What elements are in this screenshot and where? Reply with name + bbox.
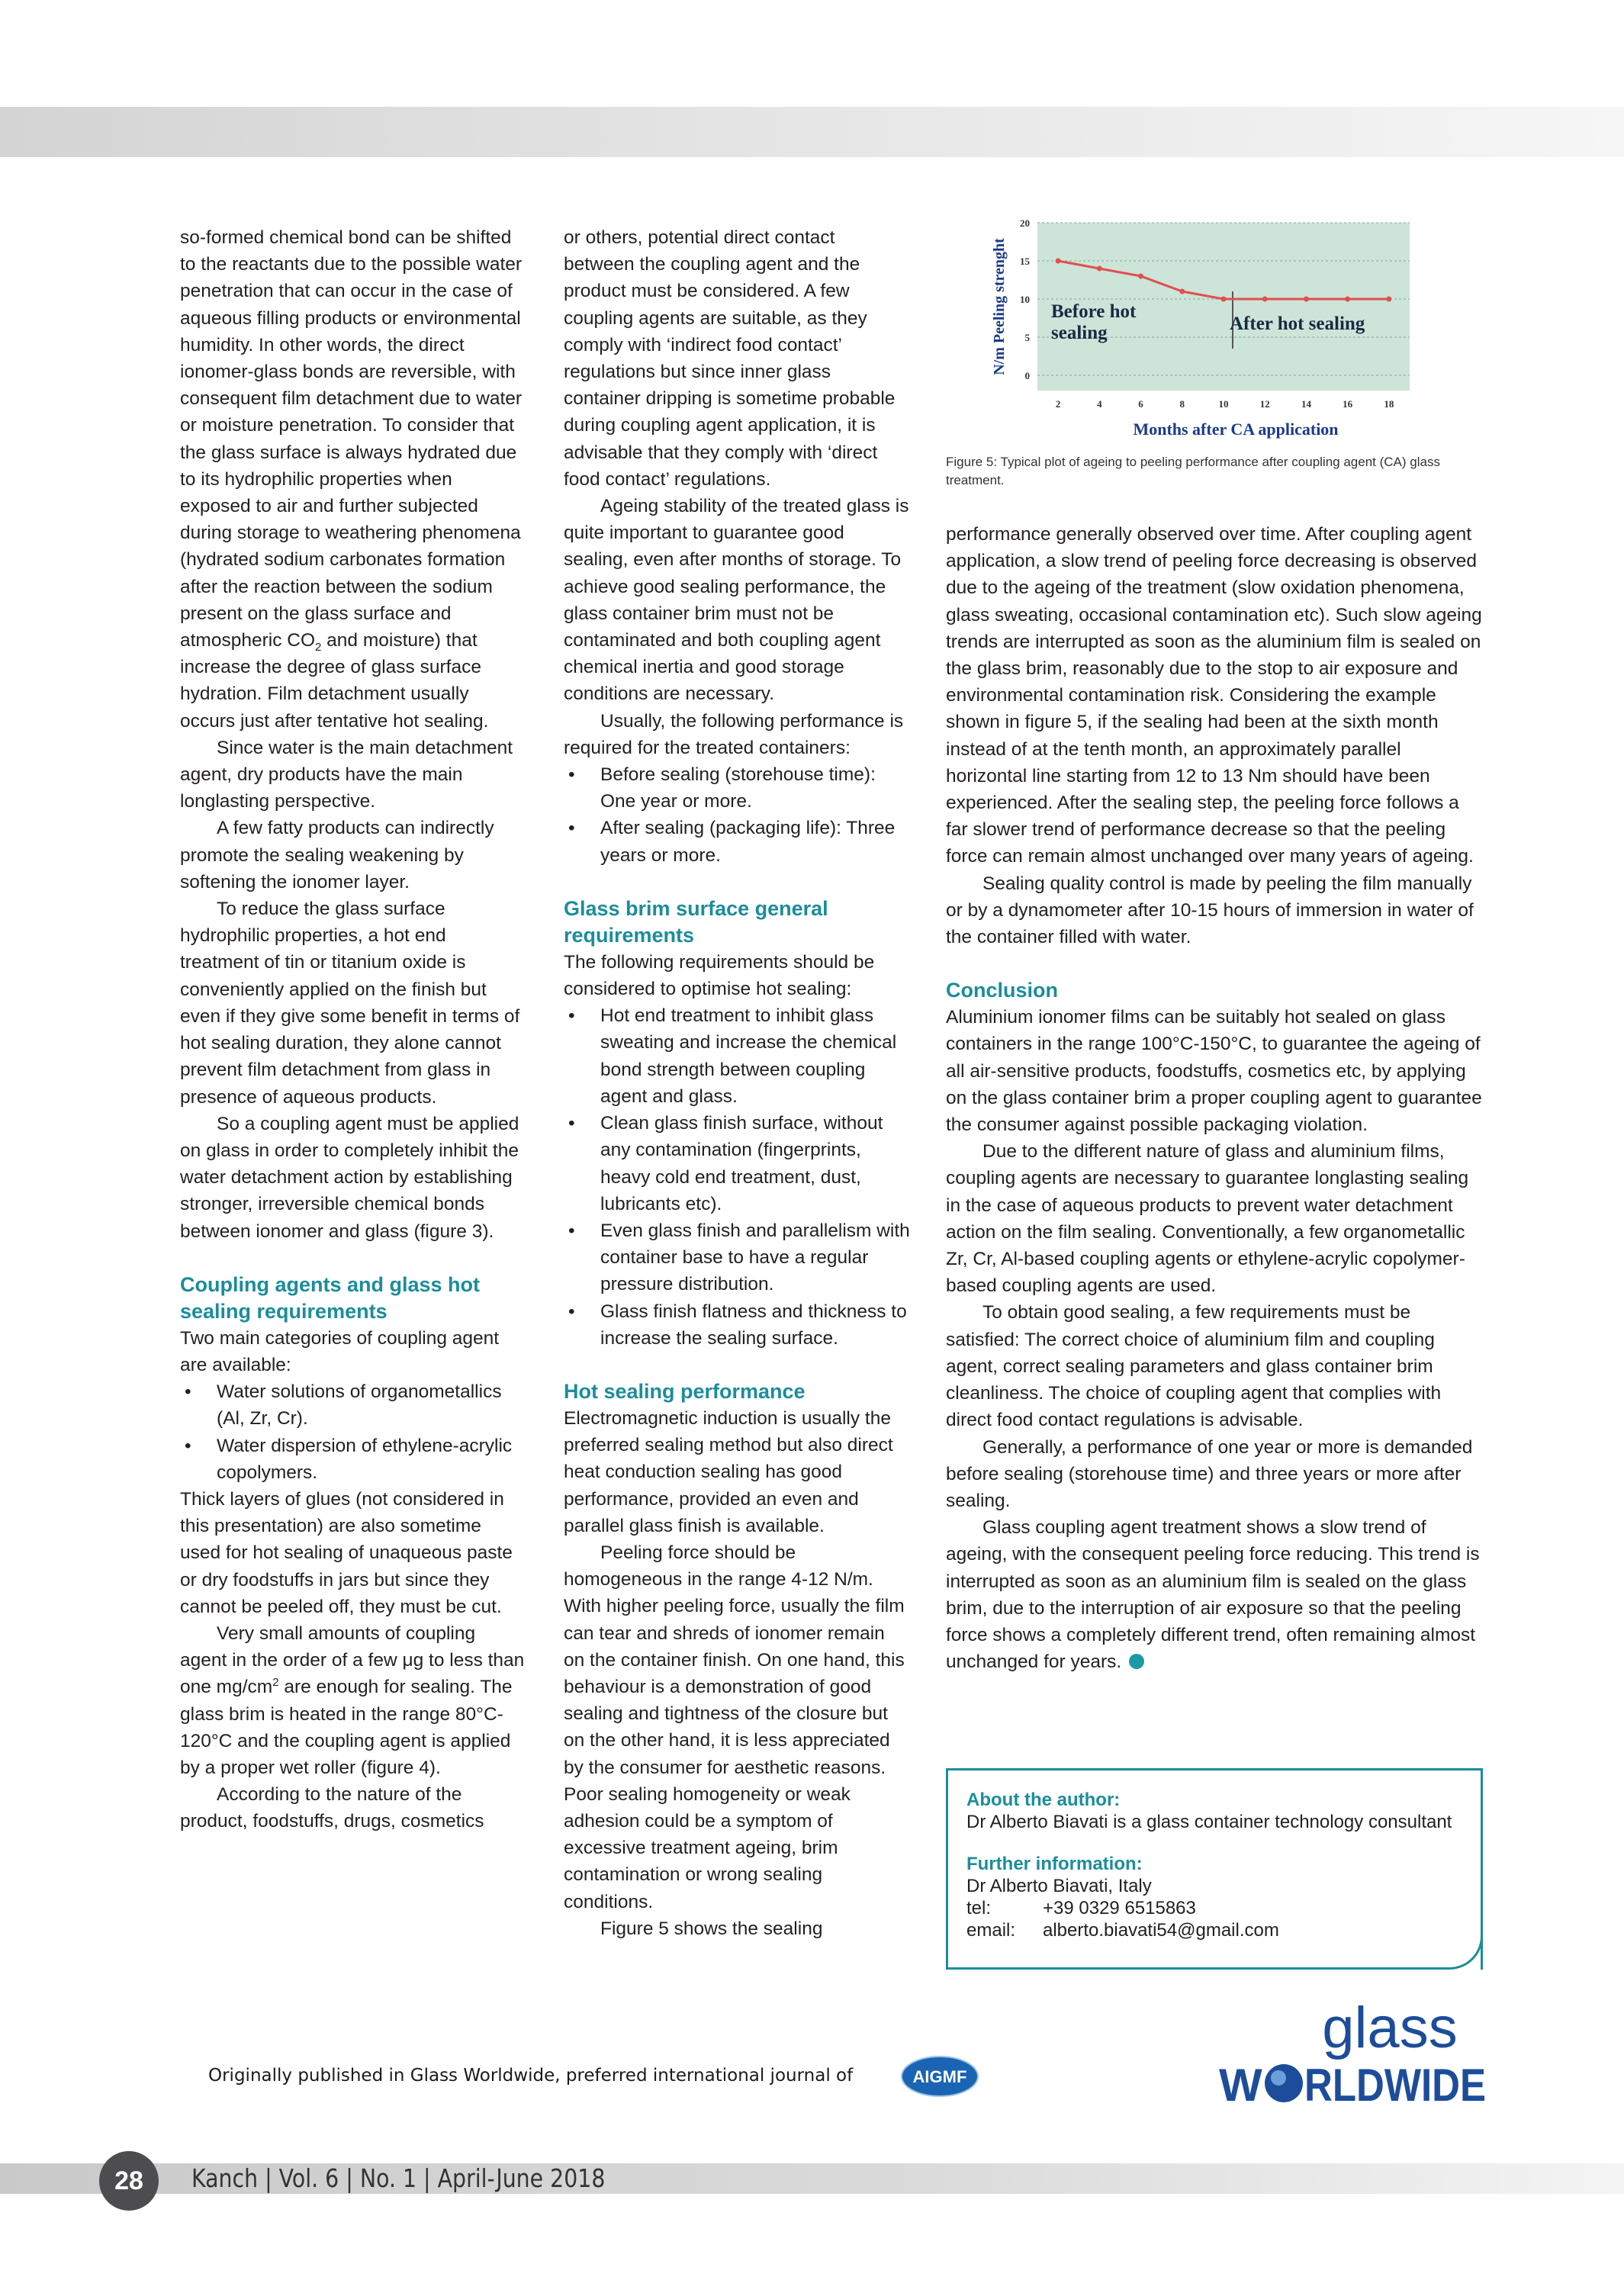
x-tick-label: 16 xyxy=(1343,398,1353,410)
data-point xyxy=(1262,297,1268,302)
y-tick-label: 5 xyxy=(1024,332,1030,343)
x-tick-label: 10 xyxy=(1218,398,1229,410)
figure-caption: Figure 5: Typical plot of ageing to peeling performance after coupling agent (CA) glass treatment. xyxy=(946,455,1440,487)
author-box xyxy=(946,1768,1483,1970)
paragraph: Aluminium ionomer films can be suitably hot sealed on glass containers in the range 100°C-150°C, to guarantee the ageing of all air-sensitive products, foodstuffs, cosmetics etc, by applying on the glass container brim a proper coupling agent to guarantee the consumer against possible packaging violation. xyxy=(946,1007,1482,1136)
paragraph: Since water is the main detachment agent, dry products have the main longlasting perspective. xyxy=(180,737,513,812)
issue-line: Kanch | Vol. 6 | No. 1 | April-June 2018 xyxy=(191,2163,606,2193)
paragraph: According to the nature of the product, foodstuffs, drugs, cosmetics xyxy=(180,1784,484,1832)
x-axis-label: Months after CA application xyxy=(1133,420,1339,439)
originally-published-line: Originally published in Glass Worldwide, preferred international journal of xyxy=(208,2066,854,2086)
paragraph: To reduce the glass surface hydrophilic properties, a hot end treatment of tin or titanium oxide is conveniently applied on the finish but even if they give some benefit in terms of hot sealing duration, they alone cannot prevent film detachment from glass in presence of aqueous products. xyxy=(180,899,520,1108)
list-item: • After sealing (packaging life): Three years or more. xyxy=(564,815,910,868)
section-heading: Glass brim surface general requirements xyxy=(564,896,828,947)
paragraph: Sealing quality control is made by peeling the film manually or by a dynamometer after 10-15 hours of immersion in water of the container filled with water. xyxy=(946,873,1474,948)
list-item: • Hot end treatment to inhibit glass sweating and increase the chemical bond strength between coupling agent and glass. xyxy=(564,1002,910,1110)
paragraph: Peeling force should be homogeneous in the range 4-12 N/m. With higher peeling force, usually the film can tear and shreds of ionomer remain on the container finish. On one hand, this behaviour is a demonstration of good sealing and tightness of the closure but on the other hand, it is less appreciated by the consumer for aesthetic reasons. Poor sealing homogeneity or weak adhesion could be a symptom of excessive treatment ageing, brim contamination or wrong sealing conditions. xyxy=(564,1542,905,1912)
paragraph: Two main categories of coupling agent are available: xyxy=(180,1327,500,1375)
column-3 xyxy=(946,521,1483,1675)
list-item: • Water dispersion of ethylene-acrylic copolymers. xyxy=(180,1433,526,1486)
about-heading: About the author: xyxy=(966,1790,1121,1810)
end-mark-icon xyxy=(1129,1654,1144,1669)
x-tick-label: 8 xyxy=(1179,398,1185,410)
list-item: • Before sealing (storehouse time): One year or more. xyxy=(564,761,910,815)
page-number: 28 xyxy=(99,2151,159,2211)
data-point xyxy=(1386,297,1391,302)
paragraph: Electromagnetic induction is usually the preferred sealing method but also direct heat conduction sealing has good performance, provided an even and parallel glass finish is available. xyxy=(564,1407,893,1536)
column-1 xyxy=(180,224,526,1835)
x-tick-label: 18 xyxy=(1384,398,1394,410)
y-tick-label: 10 xyxy=(1020,294,1030,305)
data-point xyxy=(1221,297,1227,302)
paragraph: To obtain good sealing, a few requirements must be satisfied: The correct choice of aluminium film and coupling agent, correct sealing parameters and glass container brim cleanliness. The choice of coupling agent that complies with direct food contact regulations is advisable. xyxy=(946,1302,1442,1431)
paragraph: so-formed chemical bond can be shifted to the reactants due to the possible water penetration that can occur in the case of aqueous filling products or environmental humidity. In other words, the direct ionomer-glass bonds are reversible, with consequent film detachment due to water or moisture penetration. To consider that the glass surface is always hydrated due to its hydrophilic properties when exposed to air and further subjected during storage to weathering phenomena (hydrated sodium carbonates formation after the reaction between the sodium present on the glass surface and atmospheric $CO_2$ and moisture) that increase the degree of glass surface hydration. Film detachment usually occurs just after tentative hot sealing. xyxy=(180,227,523,732)
svg-text:W: W xyxy=(1219,2060,1262,2111)
data-point xyxy=(1304,297,1309,302)
column-2 xyxy=(564,224,910,1942)
paragraph: Thick layers of glues (not considered in this presentation) are also sometime used for hot sealing of unaqueous paste or dry foodstuffs in jars but since they cannot be peeled off, they must be cut. xyxy=(180,1488,513,1617)
tel-value[interactable]: +39 0329 6515863 xyxy=(1043,1898,1196,1918)
header-band xyxy=(0,107,1624,157)
paragraph: Ageing stability of the treated glass is quite important to guarantee good sealing, even after months of storage. To achieve good sealing performance, the glass container brim must not be contaminated and both coupling agent chemical inertia and good storage conditions are necessary. xyxy=(564,496,909,705)
x-tick-label: 2 xyxy=(1055,398,1061,410)
data-point xyxy=(1179,289,1185,294)
list-item: • Even glass finish and parallelism with container base to have a regular pressure distribution. xyxy=(564,1217,910,1298)
about-text: Dr Alberto Biavati is a glass container technology consultant xyxy=(966,1812,1452,1832)
paragraph: A few fatty products can indirectly promote the sealing weakening by softening the ionomer layer. xyxy=(180,818,494,892)
list-item: • Clean glass finish surface, without any contamination (fingerprints, heavy cold end treatment, dust, lubricants etc). xyxy=(564,1110,910,1217)
contact-tel: tel: +39 0329 6515863 xyxy=(966,1898,1196,1918)
x-tick-label: 6 xyxy=(1138,398,1143,410)
paragraph: Generally, a performance of one year or more is demanded before sealing (storehouse time) and three years or more after sealing. xyxy=(946,1436,1473,1511)
glass-worldwide-logo xyxy=(1216,1994,1491,2111)
x-tick-label: 14 xyxy=(1301,398,1311,410)
data-point xyxy=(1056,259,1061,264)
section-heading: Hot sealing performance xyxy=(564,1379,806,1403)
paragraph: performance generally observed over time. After coupling agent application, a slow trend of peeling force decreasing is observed due to the ageing of the treatment (slow oxidation phenomena, glass sweating, occasional contamination etc). Such slow ageing trends are interrupted as soon as the aluminium film is sealed on the glass brim, reasonably due to the stop to air exposure and environmental contamination risk. Considering the example shown in figure 5, if the sealing had been at the sixth month instead of at the tenth month, an approximately parallel horizontal line starting from 12 to 13 Nm should have been experienced. After the sealing step, the peeling force follows a far slower trend of performance decrease so that the peeling force can remain almost unchanged over many years of ageing. xyxy=(946,524,1482,867)
svg-text:AIGMF: AIGMF xyxy=(912,2067,967,2086)
bullet-list xyxy=(564,1002,910,1352)
section-heading: Coupling agents and glass hot sealing requirements xyxy=(180,1272,481,1323)
contact-email: email: alberto.biavati54@gmail.com xyxy=(966,1920,1279,1941)
email-link[interactable]: alberto.biavati54@gmail.com xyxy=(1043,1920,1279,1941)
bullet-list xyxy=(564,761,910,869)
y-tick-label: 15 xyxy=(1020,256,1030,267)
data-point xyxy=(1138,274,1143,279)
annotation-after: After hot sealing xyxy=(1230,314,1365,334)
paragraph: So a coupling agent must be applied on glass in order to completely inhibit the water detachment action by establishing stronger, irreversible chemical bonds between ionomer and glass (figure 3). xyxy=(180,1113,519,1242)
paragraph: or others, potential direct contact between the coupling agent and the product must be considered. A few coupling agents are suitable, as they comply with ‘indirect food contact’ regulations but since inner glass container dripping is sometime probable during coupling agent application, it is advisable that they comply with ‘direct food contact’ regulations. xyxy=(564,227,896,490)
x-tick-label: 4 xyxy=(1097,398,1102,410)
paragraph: Due to the different nature of glass and aluminium films, coupling agents are necessary to guarantee longlasting sealing in the case of aqueous products to prevent water detachment action on the film sealing. Conventionally, a few organometallic Zr, Cr, Al-based coupling agents or ethylene-acrylic copolymer-based coupling agents are used. xyxy=(946,1141,1469,1297)
list-item: • Glass finish flatness and thickness to increase the sealing surface. xyxy=(564,1298,910,1352)
paragraph: Very small amounts of coupling agent in the order of a few μg to less than one $mg/cm^2$ are enough for sealing. The glass brim is heated in the range 80°C-120°C and the coupling agent is applied by a proper wet roller (figure 4). xyxy=(180,1623,525,1778)
paragraph: Glass coupling agent treatment shows a slow trend of ageing, with the consequent peeling force reducing. This trend is interrupted as soon as an aluminium film is sealed on the glass brim, due to the interruption of air exposure so that the peeling force shows a completely different trend, often remaining almost unchanged for years. xyxy=(946,1517,1480,1673)
section-heading: Conclusion xyxy=(946,979,1058,1002)
bullet-list xyxy=(180,1378,526,1486)
data-point xyxy=(1097,266,1102,272)
y-axis-label: N/m Peeling strenght xyxy=(991,238,1008,375)
y-tick-label: 0 xyxy=(1024,370,1030,381)
figure-5-chart xyxy=(984,217,1417,445)
contact-name: Dr Alberto Biavati, Italy xyxy=(966,1876,1152,1896)
x-tick-label: 12 xyxy=(1259,398,1270,410)
paragraph: Figure 5 shows the sealing xyxy=(600,1918,823,1939)
annotation-before: Before hot sealing xyxy=(1051,301,1137,343)
list-item: • Water solutions of organometallics (Al, Zr, Cr). xyxy=(180,1378,526,1432)
paragraph: The following requirements should be considered to optimise hot sealing: xyxy=(564,951,875,1000)
svg-text:RLDWIDE: RLDWIDE xyxy=(1304,2060,1486,2111)
data-point xyxy=(1345,297,1350,302)
paragraph: Usually, the following performance is required for the treated containers: xyxy=(564,710,904,758)
aigmf-logo xyxy=(900,2055,979,2098)
svg-text:glass: glass xyxy=(1322,1996,1458,2060)
further-heading: Further information: xyxy=(966,1854,1143,1874)
y-tick-label: 20 xyxy=(1020,217,1030,229)
